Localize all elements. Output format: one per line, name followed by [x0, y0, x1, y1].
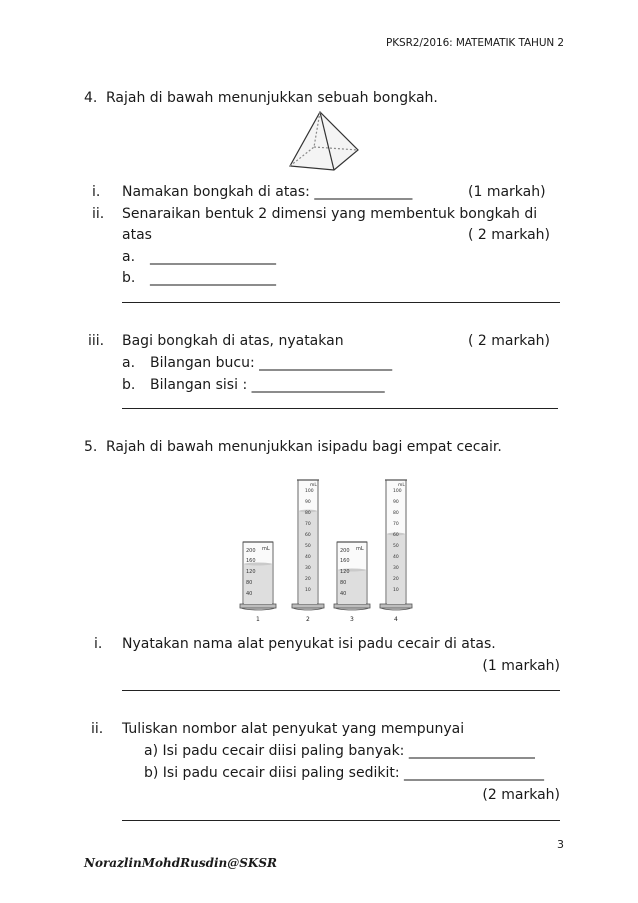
q4-ii-answer-line [122, 302, 560, 303]
cylinder-4 [380, 480, 412, 610]
cylinder-2-mark-6: 40 [305, 555, 311, 560]
q4-iii-marks: ( 2 markah) [468, 333, 551, 349]
q4-ii-number: ii. [92, 206, 105, 222]
q4-i-text: Namakan bongkah di atas: ______________ [122, 184, 413, 200]
q4-iii-answer-line [122, 408, 558, 409]
q4-prompt: Rajah di bawah menunjukkan sebuah bongkah. [106, 90, 438, 106]
cylinder-2-mark-9: 10 [305, 588, 311, 593]
beaker-1-mark-0: 200 [246, 548, 256, 554]
cylinder-4-mark-8: 20 [393, 577, 399, 582]
cylinder-2-mark-5: 50 [305, 544, 311, 549]
q4-i-marks: (1 markah) [468, 184, 546, 200]
q4-iii-b-text: Bilangan sisi : ___________________ [150, 377, 385, 393]
q5-ii-answer-line [122, 820, 560, 821]
beaker-3-unit: mL [356, 546, 364, 552]
vessel-label-2: 2 [306, 616, 310, 623]
header-code: PKSR2/2016: MATEMATIK TAHUN 2 [386, 37, 564, 49]
vessel-label-4: 4 [394, 616, 398, 623]
q4-ii-a-label: a. [122, 249, 136, 265]
q5-i-text: Nyatakan nama alat penyukat isi padu cecair di atas. [122, 636, 496, 652]
cylinder-2-mark-0: 100 [305, 489, 314, 494]
cylinder-4-mark-3: 70 [393, 522, 399, 527]
q5-i-number: i. [94, 636, 103, 652]
beaker-3-mark-2: 120 [340, 569, 350, 575]
page-number: 3 [557, 838, 564, 851]
q5-prompt: Rajah di bawah menunjukkan isipadu bagi empat cecair. [106, 439, 502, 455]
q4-ii-text-line1: Senaraikan bentuk 2 dimensi yang membentuk bongkah di [122, 206, 538, 222]
q4-iii-b-label: b. [122, 377, 136, 393]
q4-iii-a-label: a. [122, 355, 136, 371]
cylinder-2 [292, 480, 324, 610]
q4-ii-b-label: b. [122, 270, 136, 286]
beaker-1-mark-4: 40 [246, 591, 253, 597]
beaker-1-mark-2: 120 [246, 569, 256, 575]
cylinder-2-mark-4: 60 [305, 533, 311, 538]
beaker-1 [240, 542, 276, 610]
beaker-3-mark-3: 80 [340, 580, 347, 586]
cylinder-4-mark-0: 100 [393, 489, 402, 494]
q4-ii-a-blank: __________________ [150, 249, 276, 265]
cylinder-4-mark-2: 80 [393, 511, 399, 516]
q4-iii-number: iii. [88, 333, 105, 349]
cylinder-2-mark-3: 70 [305, 522, 311, 527]
q4-iii-text: Bagi bongkah di atas, nyatakan [122, 333, 344, 349]
cylinder-4-mark-7: 30 [393, 566, 399, 571]
measuring-vessels-figure [228, 474, 424, 624]
q5-ii-marks: (2 markah) [482, 787, 560, 803]
beaker-1-unit: mL [262, 546, 270, 552]
q4-ii-marks: ( 2 markah) [468, 227, 551, 243]
cylinder-2-unit: mL [310, 483, 317, 488]
q4-number: 4. [84, 90, 98, 106]
beaker-1-mark-1: 160 [246, 558, 256, 564]
q5-ii-text: Tuliskan nombor alat penyukat yang mempunyai [122, 721, 465, 737]
q4-i-number: i. [92, 184, 101, 200]
cylinder-2-mark-2: 80 [305, 511, 311, 516]
q4-ii-b-blank: __________________ [150, 270, 276, 286]
cylinder-4-mark-6: 40 [393, 555, 399, 560]
beaker-3-mark-0: 200 [340, 548, 350, 554]
q5-ii-b-text: b) Isi padu cecair diisi paling sedikit: ____________________ [144, 765, 545, 781]
q5-i-answer-line [122, 690, 560, 691]
pyramid-figure [284, 110, 362, 172]
q4-iii-a-text: Bilangan bucu: ___________________ [150, 355, 393, 371]
footer-signature: NorazlinMohdRusdin@SKSR [84, 856, 277, 870]
cylinder-2-mark-1: 90 [305, 500, 311, 505]
beaker-3-mark-4: 40 [340, 591, 347, 597]
cylinder-4-mark-1: 90 [393, 500, 399, 505]
beaker-3-mark-1: 160 [340, 558, 350, 564]
q5-ii-number: ii. [91, 721, 104, 737]
beaker-3 [334, 542, 370, 610]
cylinder-4-unit: mL [398, 483, 405, 488]
vessel-label-1: 1 [256, 616, 260, 623]
vessel-label-3: 3 [350, 616, 354, 623]
cylinder-2-mark-7: 30 [305, 566, 311, 571]
cylinder-2-mark-8: 20 [305, 577, 311, 582]
beaker-1-mark-3: 80 [246, 580, 253, 586]
q5-number: 5. [84, 439, 98, 455]
q5-ii-a-text: a) Isi padu cecair diisi paling banyak: __________________ [144, 743, 535, 759]
q5-i-marks: (1 markah) [482, 658, 560, 674]
q4-ii-text-line2: atas [122, 227, 152, 243]
cylinder-4-mark-9: 10 [393, 588, 399, 593]
cylinder-4-mark-5: 50 [393, 544, 399, 549]
cylinder-4-mark-4: 60 [393, 533, 399, 538]
